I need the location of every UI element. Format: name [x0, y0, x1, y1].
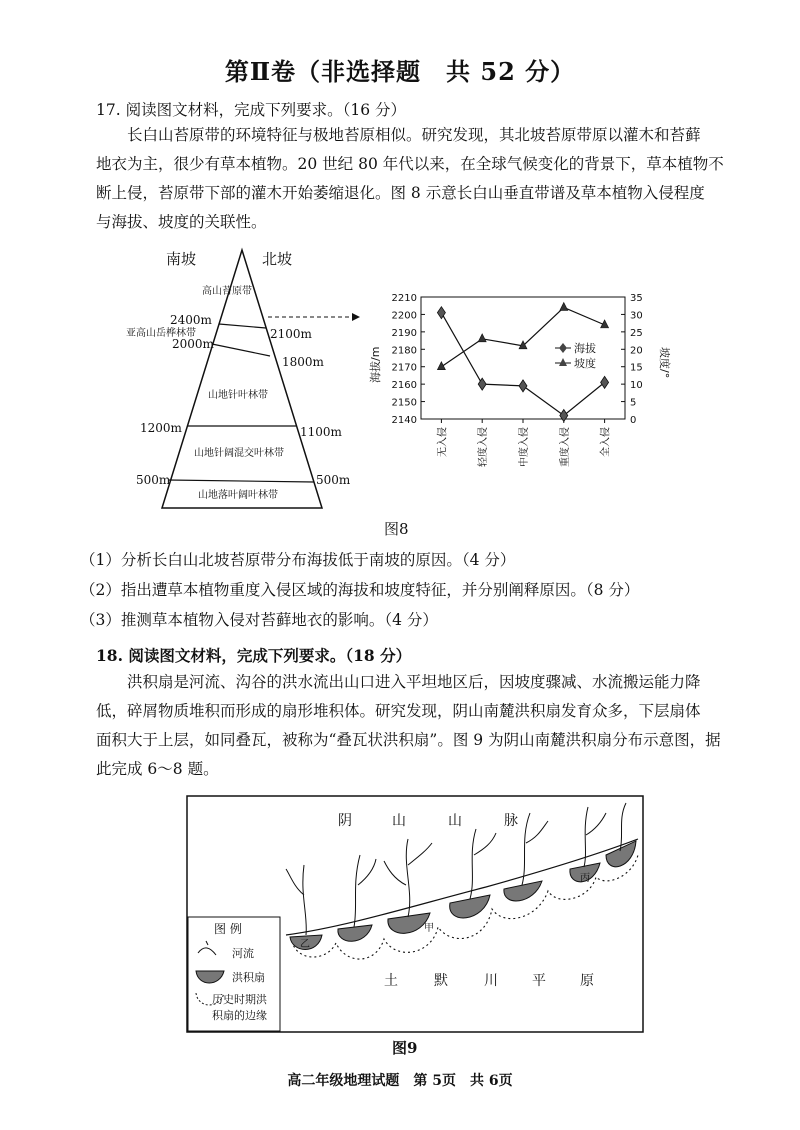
mountain-zonation-diagram — [120, 240, 360, 515]
north-alt-500: 500m — [316, 473, 351, 487]
zone-tundra: 高山苔原带 — [202, 286, 252, 297]
boundary-birch — [212, 344, 270, 356]
south-alt-2400: 2400m — [170, 313, 212, 327]
q17-material — [96, 121, 736, 237]
mountain-char-2: 山 — [392, 813, 406, 829]
x-tick-label-2: 中度入侵 — [519, 427, 530, 467]
boundary-mixed — [168, 480, 314, 482]
right-tick-label-1: 5 — [630, 397, 637, 409]
left-tick-label-1: 2150 — [391, 397, 417, 409]
right-tick-label-2: 10 — [630, 380, 643, 392]
plain-char-4: 平 — [532, 973, 546, 989]
south-alt-2000: 2000m — [172, 337, 214, 351]
fan-label-yi: 乙 — [300, 939, 310, 950]
right-tick-label-7: 35 — [630, 293, 643, 304]
left-tick-label-4: 2180 — [391, 345, 417, 357]
q17-line-2: 地衣为主，很少有草本植物。20 世纪 80 年代以来，在全球气候变化的背景下，草本植物不 — [96, 155, 724, 173]
north-alt-1800: 1800m — [282, 355, 324, 369]
slope-point-1 — [478, 334, 486, 342]
q17-line-3: 断上侵，苔原带下部的灌木开始萎缩退化。图 8 示意长白山垂直带谱及草本植物入侵程度 — [96, 184, 705, 202]
fan-5 — [504, 881, 542, 901]
altitude-point-3 — [560, 410, 568, 422]
q17-line-1: 长白山苔原带的环境特征与极地苔原相似。研究发现，其北坡苔原带原以灌木和苔藓 — [127, 126, 701, 144]
plain-char-2: 默 — [434, 973, 448, 989]
x-tick-label-1: 轻度入侵 — [478, 427, 490, 467]
q18-heading: 18. 阅读图文材料，完成下列要求。（18 分） — [96, 646, 412, 665]
zone-deciduous: 山地落叶阔叶林带 — [198, 490, 278, 501]
map-legend — [188, 917, 280, 1031]
right-tick-label-4: 20 — [630, 345, 643, 357]
left-tick-label-3: 2170 — [391, 362, 417, 374]
alluvial-fan-map — [186, 795, 646, 1035]
legend-edge-label-1: 历史时期洪 — [212, 993, 267, 1006]
river-3 — [384, 839, 432, 917]
zone-mixed: 山地针阔混交叶林带 — [194, 448, 284, 459]
invasion-line-chart — [365, 285, 671, 485]
plain-char-3: 川 — [484, 973, 498, 989]
altitude-point-4 — [601, 376, 609, 388]
boundary-tundra — [219, 324, 266, 328]
fan-2 — [338, 925, 372, 941]
zone-birch: 亚高山岳桦林带 — [126, 328, 196, 339]
left-tick-label-5: 2190 — [391, 327, 417, 339]
river-5 — [522, 813, 548, 885]
left-tick-label-6: 2200 — [391, 310, 417, 322]
south-alt-500: 500m — [136, 473, 171, 487]
river-1 — [286, 865, 306, 935]
altitude-point-2 — [519, 380, 527, 392]
fan-label-jia: 甲 — [424, 923, 434, 934]
legend-diamond-marker — [559, 343, 567, 353]
slope-point-0 — [437, 362, 445, 370]
legend-label-altitude: 海拔 — [574, 342, 596, 355]
x-tick-label-4: 全入侵 — [600, 427, 612, 457]
q18-line-4: 此完成 6～8 题。 — [96, 760, 219, 778]
q18-line-1: 洪积扇是河流、沟谷的洪水流出山口进入平坦地区后，因坡度骤减、水流搬运能力降 — [127, 673, 701, 691]
pointer-arrow-head — [352, 313, 360, 321]
left-axis-ticks — [392, 293, 425, 426]
x-tick-label-3: 重度入侵 — [559, 427, 571, 467]
fan-label-bing: 丙 — [580, 873, 590, 884]
q18-material — [96, 668, 736, 784]
legend-fan-label: 洪积扇 — [232, 971, 265, 984]
right-tick-label-0: 0 — [630, 415, 637, 426]
south-alt-1200: 1200m — [140, 421, 182, 435]
plain-char-5: 原 — [580, 973, 594, 989]
right-axis-ticks — [621, 293, 643, 426]
mountain-char-4: 脉 — [504, 813, 518, 829]
legend-label-slope: 坡度 — [574, 357, 596, 370]
left-tick-label-2: 2160 — [391, 380, 417, 392]
x-axis-ticks — [435, 419, 611, 467]
chart-legend — [555, 341, 596, 370]
y-axis-label: 海拔/m — [369, 346, 382, 383]
legend-river-label: 河流 — [232, 947, 254, 960]
left-tick-label-0: 2140 — [391, 415, 417, 426]
q17-heading: 17. 阅读图文材料，完成下列要求。（16 分） — [96, 101, 406, 119]
river-6 — [584, 807, 606, 867]
river-2 — [354, 855, 376, 927]
legend-title: 图 例 — [214, 922, 242, 936]
y2-axis-label: 坡度/° — [658, 347, 671, 379]
river-4 — [470, 829, 496, 899]
page-footer: 高二年级地理试题 第 5页 共 6页 — [287, 1073, 513, 1089]
q18-line-3: 面积大于上层，如同叠瓦，被称为“叠瓦状洪积扇”。图 9 为阴山南麓洪积扇分布示意图，据 — [96, 731, 721, 749]
zone-conifer: 山地针叶林带 — [208, 390, 268, 401]
mountain-char-1: 阴 — [338, 813, 352, 829]
north-alt-1100: 1100m — [300, 425, 342, 439]
left-tick-label-7: 2210 — [391, 293, 417, 304]
q17-sub-3: （3）推测草本植物入侵对苔藓地衣的影响。（4 分） — [80, 611, 438, 629]
q17-sub-2: （2）指出遭草本植物重度入侵区域的海拔和坡度特征，并分别阐释原因。（8 分） — [80, 581, 640, 599]
plain-char-1: 土 — [384, 973, 398, 989]
mountain-char-3: 山 — [448, 813, 462, 829]
q17-line-4: 与海拔、坡度的关联性。 — [96, 213, 267, 231]
right-tick-label-6: 30 — [630, 310, 643, 322]
x-tick-label-0: 无入侵 — [437, 427, 449, 457]
legend-triangle-marker — [559, 358, 567, 366]
right-tick-label-3: 15 — [630, 362, 643, 374]
section-title: 第Ⅱ卷（非选择题 共 52 分） — [224, 57, 576, 86]
right-tick-label-5: 25 — [630, 327, 643, 339]
south-slope-label: 南坡 — [166, 250, 197, 268]
figure8-caption: 图8 — [384, 520, 409, 538]
north-alt-2100: 2100m — [270, 327, 312, 341]
legend-edge-label-2: 积扇的边缘 — [212, 1009, 267, 1022]
q18-line-2: 低，碎屑物质堆积而形成的扇形堆积体。研究发现，阴山南麓洪积扇发育众多，下层扇体 — [96, 702, 701, 720]
slope-point-3 — [560, 302, 568, 310]
north-slope-label: 北坡 — [262, 250, 293, 268]
q17-sub-1: （1）分析长白山北坡苔原带分布海拔低于南坡的原因。（4 分） — [80, 551, 516, 569]
figure9-caption: 图9 — [392, 1039, 418, 1057]
